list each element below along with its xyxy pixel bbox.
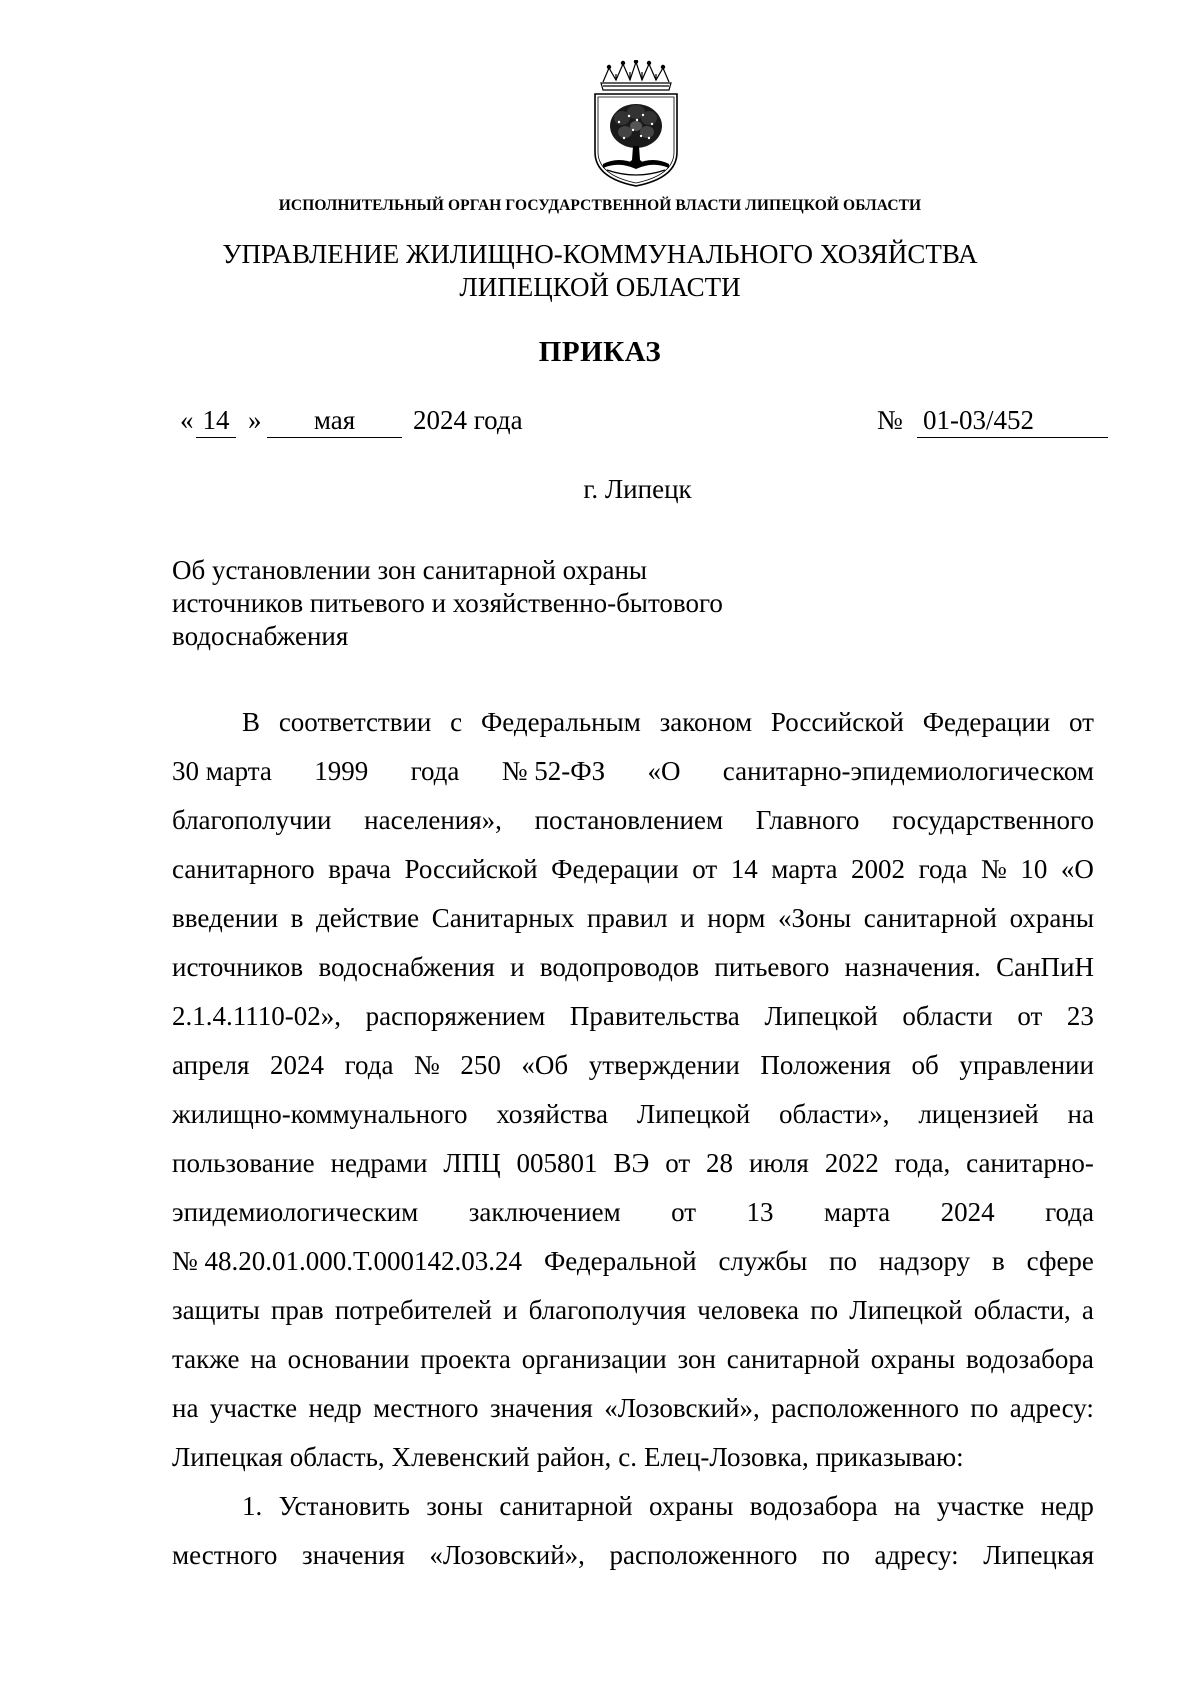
body-word: В bbox=[242, 707, 261, 737]
body-word: области», bbox=[778, 1099, 890, 1129]
body-word: года bbox=[918, 854, 968, 884]
body-word: сфере bbox=[1026, 1246, 1094, 1276]
body-word: основании bbox=[287, 1344, 410, 1374]
body-line bbox=[172, 992, 1094, 1041]
body-word: «Зоны bbox=[778, 903, 852, 933]
body-word: от bbox=[692, 854, 718, 884]
body-word: апреля bbox=[172, 1050, 250, 1080]
body-word: по bbox=[970, 1393, 999, 1423]
body-line bbox=[172, 1188, 1094, 1237]
date-month-value: мая bbox=[313, 405, 356, 435]
body-word: значения bbox=[301, 1540, 405, 1570]
body-word: Российской bbox=[770, 707, 904, 737]
body-word: охраны bbox=[648, 1491, 734, 1521]
body-word: пользование bbox=[172, 1148, 315, 1178]
body-word: в bbox=[992, 1246, 1005, 1276]
body-word: ВЭ bbox=[613, 1148, 650, 1178]
body-word: «О bbox=[647, 756, 681, 786]
body-word: расположенного bbox=[609, 1540, 798, 1570]
body-word: соответствии bbox=[278, 707, 432, 737]
body-word: прав bbox=[270, 1295, 324, 1325]
department-name-line-2: ЛИПЕЦКОЙ ОБЛАСТИ bbox=[459, 272, 741, 302]
body-word: на bbox=[894, 1491, 921, 1521]
body-word: благополучия bbox=[528, 1295, 687, 1325]
body-word: Российской bbox=[404, 854, 538, 884]
body-word: от bbox=[1069, 707, 1094, 737]
body-word: «Лозовский», bbox=[429, 1540, 585, 1570]
body-word: эпидемиологическим bbox=[172, 1197, 419, 1227]
issuing-authority: ИСПОЛНИТЕЛЬНЫЙ ОРГАН ГОСУДАРСТВЕННОЙ ВЛАСТИ ЛИПЕЦКОЙ ОБЛАСТИ bbox=[278, 197, 922, 214]
body-word: зон bbox=[677, 1344, 716, 1374]
body-word: Липецкая bbox=[983, 1540, 1094, 1570]
body-word: с. bbox=[618, 1442, 637, 1472]
body-word: санитарно- bbox=[966, 1148, 1094, 1178]
body-word: Санитарных bbox=[431, 903, 575, 933]
body-word: охраны bbox=[1009, 903, 1094, 933]
coat-of-arms-emblem bbox=[589, 60, 683, 188]
body-word: № 52-ФЗ bbox=[501, 756, 606, 786]
body-word: на bbox=[250, 1344, 277, 1374]
body-word: службы bbox=[718, 1246, 808, 1276]
body-word: надзору bbox=[878, 1246, 971, 1276]
body-word: утверждении bbox=[588, 1050, 740, 1080]
body-line bbox=[172, 943, 1094, 992]
body-word: 13 bbox=[746, 1197, 774, 1227]
body-word: Установить bbox=[278, 1491, 410, 1521]
body-word: лицензией bbox=[918, 1099, 1039, 1129]
body-word: район, bbox=[536, 1442, 612, 1472]
body-word: врача bbox=[328, 854, 391, 884]
body-word: санитарной bbox=[863, 903, 997, 933]
body-word: «Лозовский», bbox=[604, 1393, 760, 1423]
body-word: июля bbox=[748, 1148, 809, 1178]
body-line bbox=[172, 1286, 1094, 1335]
body-word: значения bbox=[489, 1393, 593, 1423]
body-word: санитарного bbox=[172, 854, 315, 884]
document-subject bbox=[172, 554, 812, 653]
body-word: «Об bbox=[521, 1050, 569, 1080]
body-word: хозяйства bbox=[496, 1099, 608, 1129]
body-word: Хлевенский bbox=[391, 1442, 530, 1472]
body-word: от bbox=[665, 1148, 691, 1178]
body-line bbox=[172, 698, 1094, 747]
body-word: области, bbox=[973, 1295, 1071, 1325]
body-word: и bbox=[510, 952, 525, 982]
body-word: адресу: bbox=[1009, 1393, 1094, 1423]
body-word: человека bbox=[697, 1295, 800, 1325]
body-word: 250 bbox=[460, 1050, 501, 1080]
body-word: об bbox=[911, 1050, 939, 1080]
body-word: потребителей bbox=[334, 1295, 492, 1325]
body-word: от bbox=[1017, 1001, 1043, 1031]
body-word: водозабора bbox=[749, 1491, 878, 1521]
body-word: Федеральным bbox=[480, 707, 641, 737]
body-word: приказываю: bbox=[815, 1442, 964, 1472]
body-word: правил bbox=[586, 903, 668, 933]
body-word: назначения. bbox=[844, 952, 981, 982]
body-word: от bbox=[671, 1197, 697, 1227]
body-word: области bbox=[902, 1001, 993, 1031]
date-open-quote: « bbox=[180, 405, 194, 435]
body-line bbox=[172, 796, 1094, 845]
body-word: местного bbox=[373, 1393, 479, 1423]
body-line bbox=[172, 894, 1094, 943]
body-line bbox=[172, 1433, 1094, 1482]
date-close-quote: » bbox=[248, 405, 262, 435]
body-word: № 48.20.01.000.Т.000142.03.24 bbox=[172, 1246, 523, 1276]
body-word: Главного bbox=[755, 805, 860, 835]
body-word: с bbox=[450, 707, 463, 737]
body-word: область, bbox=[289, 1442, 385, 1472]
subject-line-1: Об установлении зон санитарной охраны bbox=[172, 555, 648, 585]
body-word: марта bbox=[771, 854, 838, 884]
body-word: Липецкой bbox=[849, 1295, 963, 1325]
body-word: норм bbox=[707, 903, 766, 933]
body-word: питьевого bbox=[714, 952, 830, 982]
body-word: водозабора bbox=[966, 1344, 1094, 1374]
body-word: Елец-Лозовка, bbox=[644, 1442, 809, 1472]
body-word: защиты bbox=[172, 1295, 260, 1325]
body-word: охраны bbox=[870, 1344, 956, 1374]
subject-line-2: источников питьевого и хозяйственно-бытового bbox=[172, 588, 723, 618]
body-word: Федерации bbox=[551, 854, 679, 884]
body-line bbox=[172, 1384, 1094, 1433]
body-word: № bbox=[981, 854, 1007, 884]
body-word: действие bbox=[316, 903, 420, 933]
body-word: участке bbox=[209, 1393, 298, 1423]
body-word: также bbox=[172, 1344, 240, 1374]
body-word: года, bbox=[894, 1148, 951, 1178]
body-line bbox=[172, 845, 1094, 894]
body-word: распоряжением bbox=[365, 1001, 546, 1031]
body-word: 14 bbox=[730, 854, 758, 884]
body-word: 2022 bbox=[824, 1148, 879, 1178]
body-word: по bbox=[829, 1246, 858, 1276]
body-word: 28 bbox=[706, 1148, 734, 1178]
body-word: Положения bbox=[760, 1050, 891, 1080]
body-word: 2.1.4.1110-02», bbox=[172, 1001, 341, 1031]
body-word: в bbox=[290, 903, 304, 933]
body-line bbox=[172, 1482, 1094, 1531]
body-word: года bbox=[344, 1050, 394, 1080]
body-word: 1. bbox=[242, 1491, 263, 1521]
document-city: г. Липецк bbox=[583, 474, 692, 504]
body-word: на bbox=[172, 1393, 199, 1423]
body-line bbox=[172, 1531, 1094, 1580]
department-name bbox=[0, 238, 1200, 304]
body-word: участке bbox=[936, 1491, 1025, 1521]
body-word: Липецкая bbox=[172, 1442, 283, 1472]
body-line bbox=[172, 1237, 1094, 1286]
body-word: населения», bbox=[364, 805, 502, 835]
body-line bbox=[172, 1335, 1094, 1384]
body-word: санитарной bbox=[726, 1344, 860, 1374]
body-word: по bbox=[822, 1540, 850, 1570]
body-word: 2024 bbox=[940, 1197, 995, 1227]
body-word: и bbox=[680, 903, 695, 933]
body-word: государственного bbox=[892, 805, 1094, 835]
body-word: СанПиН bbox=[996, 952, 1094, 982]
body-word: недрами bbox=[330, 1148, 428, 1178]
body-word: зоны bbox=[426, 1491, 483, 1521]
document-type: ПРИКАЗ bbox=[538, 336, 662, 368]
body-word: Федерации bbox=[922, 707, 1051, 737]
body-word: благополучии bbox=[172, 805, 332, 835]
body-word: местного bbox=[172, 1540, 278, 1570]
department-name-line-1: УПРАВЛЕНИЕ ЖИЛИЩНО-КОММУНАЛЬНОГО ХОЗЯЙСТВА bbox=[222, 239, 978, 269]
body-word: Правительства bbox=[569, 1001, 740, 1031]
body-word: 2024 bbox=[270, 1050, 325, 1080]
document-body bbox=[172, 698, 1094, 1580]
body-word: 005801 bbox=[516, 1148, 598, 1178]
body-word: 2002 bbox=[851, 854, 906, 884]
body-word: водоснабжения bbox=[318, 952, 495, 982]
body-line bbox=[172, 747, 1094, 796]
body-word: адресу: bbox=[874, 1540, 959, 1570]
body-word: законом bbox=[659, 707, 753, 737]
body-word: «О bbox=[1060, 854, 1094, 884]
body-word: жилищно-коммунального bbox=[172, 1099, 468, 1129]
date-day bbox=[196, 405, 236, 438]
date-month bbox=[267, 405, 402, 438]
body-word: № bbox=[414, 1050, 440, 1080]
body-word: 30 марта bbox=[172, 756, 272, 786]
body-line bbox=[172, 1041, 1094, 1090]
number-value: 01-03/452 bbox=[923, 405, 1034, 435]
date-day-value: 14 bbox=[202, 405, 230, 435]
body-line bbox=[172, 1090, 1094, 1139]
body-word: постановлением bbox=[534, 805, 724, 835]
body-word: водопроводов bbox=[539, 952, 700, 982]
body-word: организации bbox=[521, 1344, 667, 1374]
body-word: ЛПЦ bbox=[443, 1148, 501, 1178]
body-word: расположенного bbox=[771, 1393, 960, 1423]
body-word: по bbox=[810, 1295, 839, 1325]
body-word: недр bbox=[308, 1393, 362, 1423]
body-word: Федеральной bbox=[543, 1246, 697, 1276]
body-word: года bbox=[1045, 1197, 1094, 1227]
number-field bbox=[917, 405, 1108, 438]
body-word: на bbox=[1067, 1099, 1094, 1129]
date-year: 2024 года bbox=[413, 405, 523, 435]
body-line bbox=[172, 1139, 1094, 1188]
body-word: заключением bbox=[468, 1197, 621, 1227]
body-word: а bbox=[1081, 1295, 1094, 1325]
body-word: года bbox=[410, 756, 460, 786]
body-word: Липецкой bbox=[636, 1099, 751, 1129]
body-word: и bbox=[503, 1295, 518, 1325]
body-word: марта bbox=[824, 1197, 891, 1227]
body-word: санитарно-эпидемиологическом bbox=[722, 756, 1094, 786]
body-word: управлении bbox=[959, 1050, 1094, 1080]
body-word: введении bbox=[172, 903, 279, 933]
body-word: недр bbox=[1040, 1491, 1094, 1521]
body-word: источников bbox=[172, 952, 304, 982]
body-word: 23 bbox=[1066, 1001, 1094, 1031]
body-word: 10 bbox=[1020, 854, 1048, 884]
body-word: Липецкой bbox=[764, 1001, 878, 1031]
body-word: проекта bbox=[420, 1344, 511, 1374]
body-word: санитарной bbox=[499, 1491, 633, 1521]
body-word: 1999 bbox=[314, 756, 369, 786]
subject-line-3: водоснабжения bbox=[172, 621, 349, 651]
number-sign: № bbox=[877, 405, 903, 435]
